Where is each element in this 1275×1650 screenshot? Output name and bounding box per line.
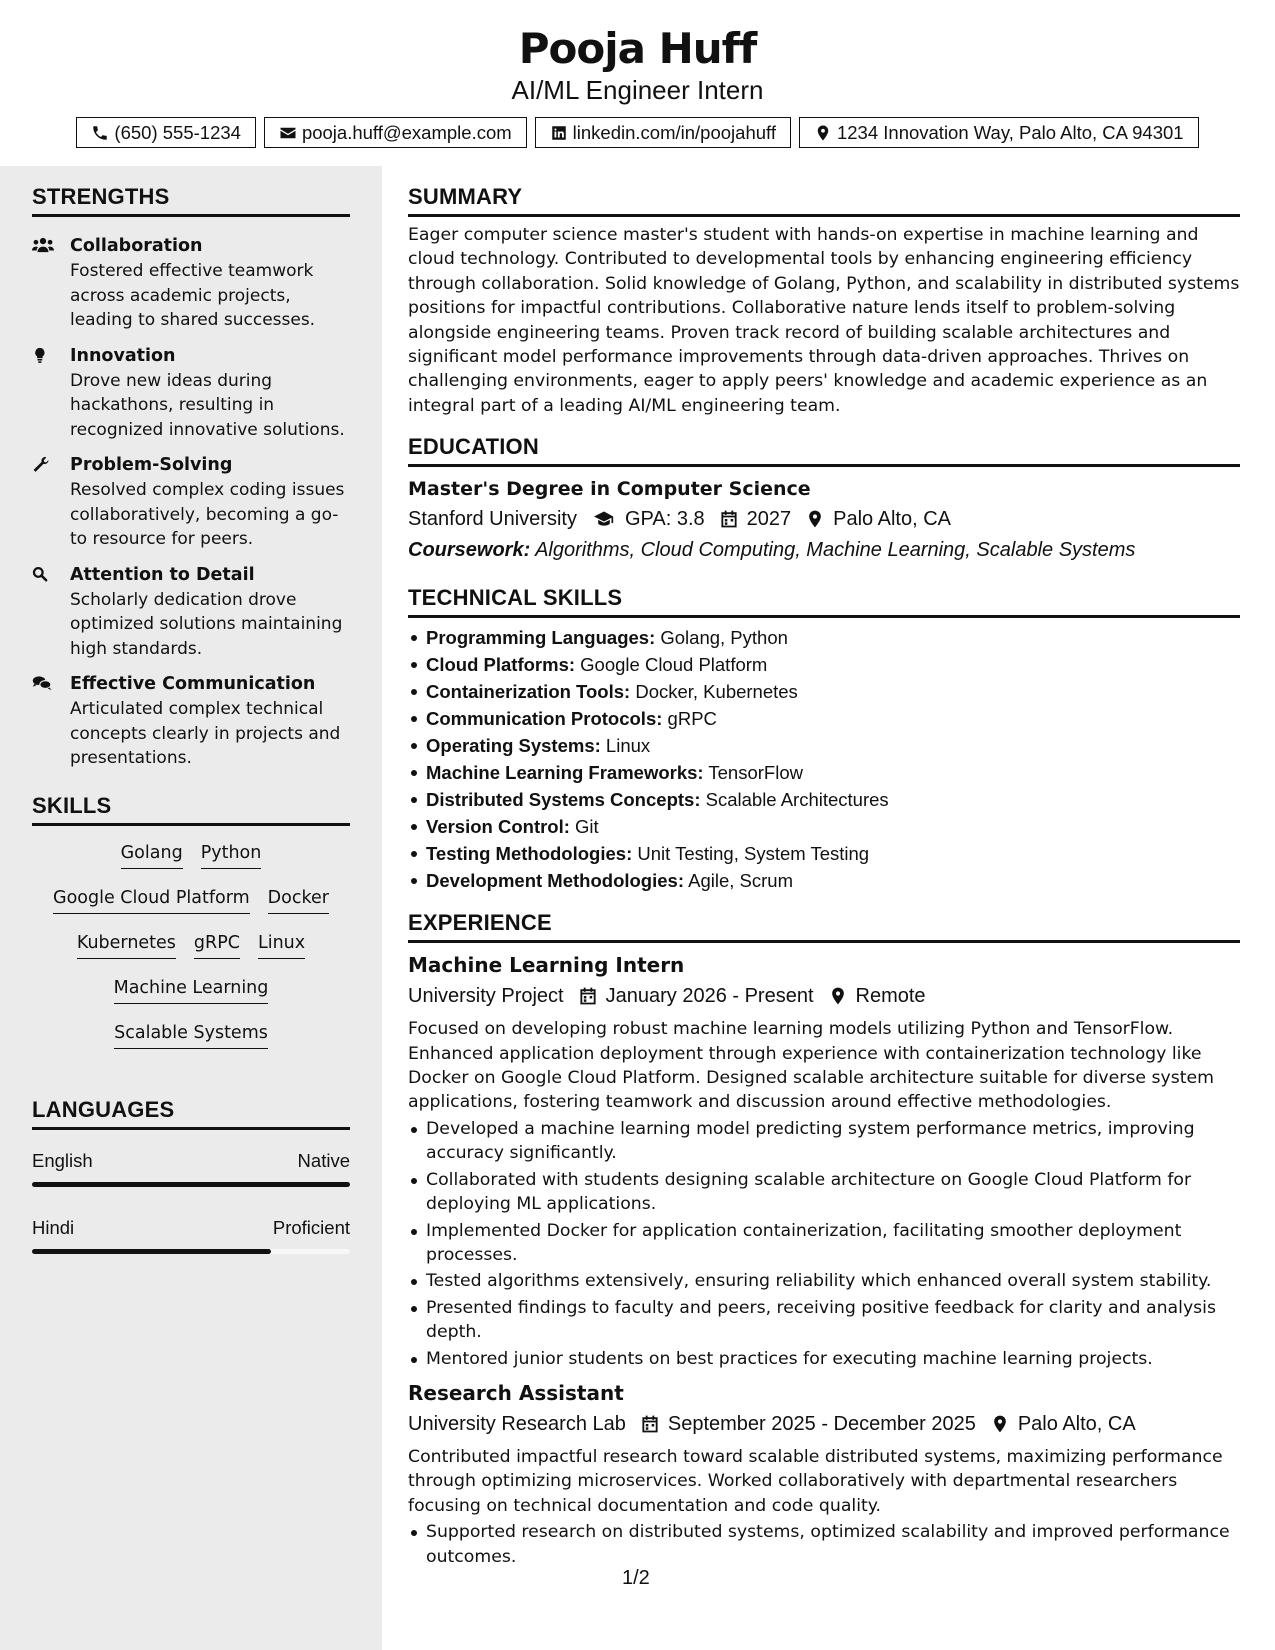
list-item: Developed a machine learning model predicting system performance metrics, improving accuracy significantly.: [408, 1117, 1240, 1166]
list-item: [408, 624, 1240, 651]
list-item: [408, 786, 1240, 813]
skill-category: Containerization Tools:: [426, 681, 631, 703]
skill-values: Linux: [605, 735, 651, 757]
language-level: Native: [297, 1149, 350, 1171]
education-location: Palo Alto, CA: [833, 508, 951, 531]
language-bar-fill: [32, 1249, 271, 1254]
page-number: 1/2: [622, 1567, 650, 1589]
language-item: [32, 1217, 350, 1254]
list-item: [408, 678, 1240, 705]
skill-chip: gRPC: [194, 930, 240, 959]
strength-item: [32, 671, 350, 771]
skill-chip: Linux: [258, 930, 305, 959]
education-school: Stanford University: [408, 508, 577, 531]
skill-chip: Scalable Systems: [114, 1020, 268, 1049]
education-heading: EDUCATION: [408, 434, 1240, 467]
skill-chip: Kubernetes: [77, 930, 176, 959]
list-item: [408, 651, 1240, 678]
list-item: [408, 732, 1240, 759]
education-gpa: GPA: 3.8: [624, 508, 705, 531]
calendar-icon: [640, 1414, 660, 1434]
language-name: Hindi: [32, 1216, 75, 1238]
skill-category: Development Methodologies:: [426, 870, 684, 892]
strength-title: Problem-Solving: [70, 455, 233, 475]
strength-title: Attention to Detail: [70, 564, 255, 585]
skill-values: gRPC: [667, 708, 717, 730]
list-item: Mentored junior students on best practices for executing machine learning projects.: [408, 1347, 1240, 1371]
education-year: 2027: [746, 508, 792, 531]
skill-values: Docker, Kubernetes: [635, 681, 798, 703]
language-proficiency-bar: [32, 1249, 350, 1254]
strength-desc: Fostered effective teamwork across academic projects, leading to shared successes.: [70, 261, 316, 330]
list-item: [408, 813, 1240, 840]
language-item: [32, 1150, 350, 1187]
strengths-heading: STRENGTHS: [32, 184, 350, 217]
list-item: Supported research on distributed systems, optimized scalability and improved performance outcomes.: [408, 1520, 1240, 1569]
skill-values: Git: [575, 816, 599, 838]
contact-phone[interactable]: [76, 117, 256, 148]
strength-desc: Resolved complex coding issues collaboratively, becoming a go-to resource for peers.: [70, 480, 345, 549]
candidate-title: AI/ML Engineer Intern: [511, 75, 764, 105]
skill-chip: Python: [201, 840, 262, 869]
calendar-icon: [578, 986, 598, 1006]
job-dates: September 2025 - December 2025: [667, 1412, 976, 1435]
phone-icon: [91, 124, 109, 142]
summary-heading: SUMMARY: [408, 184, 1240, 217]
list-item: Implemented Docker for application containerization, facilitating smoother deployment processes.: [408, 1219, 1240, 1268]
skill-values: Unit Testing, System Testing: [637, 843, 870, 865]
summary-text: Eager computer science master's student with hands-on expertise in machine learning and cloud technology. Contributed to developmental tools by enhancing engineering efficiency through collaboration. Solid knowledge of Golang, Python, and scalability in distributed systems positions for impactful contributions. Collaborative nature lends itself to problem-solving alongside engineering teams. Proven track record of building scalable architectures and significant model performance improvements through data-driven approaches. Thrives on challenging environments, eager to apply peers' knowledge and academic experience as an integral part of a leading AI/ML engineering team.: [408, 225, 1240, 416]
skill-category: Programming Languages:: [426, 627, 656, 649]
contact-bar: [0, 117, 1275, 148]
job-summary: Contributed impactful research toward scalable distributed systems, maximizing performance through optimizing microservices. Worked collaboratively with departmental researchers focusing on technical documentation and code quality.: [408, 1446, 1223, 1516]
job-org: University Project: [408, 985, 564, 1008]
skill-category: Version Control:: [426, 816, 570, 838]
skill-category: Distributed Systems Concepts:: [426, 789, 701, 811]
coursework: [408, 535, 1240, 565]
skill-category: Cloud Platforms:: [426, 654, 576, 676]
strength-item: [32, 562, 350, 662]
calendar-icon: [719, 509, 739, 529]
strength-item: [32, 343, 350, 443]
coursework-label: Coursework:: [408, 539, 531, 562]
skill-values: Golang, Python: [660, 627, 788, 649]
job-meta: [408, 981, 1240, 1011]
skill-chip: Machine Learning: [114, 975, 269, 1004]
language-proficiency-bar: [32, 1182, 350, 1187]
strength-desc: Articulated complex technical concepts clearly in projects and presentations.: [70, 699, 341, 768]
job-bullets: [408, 1117, 1240, 1371]
skill-values: Agile, Scrum: [688, 870, 793, 892]
strength-desc: Scholarly dedication drove optimized solutions maintaining high standards.: [70, 589, 343, 659]
linkedin-icon: [550, 124, 568, 142]
map-pin-icon: [828, 986, 848, 1006]
map-pin-icon: [805, 509, 825, 529]
contact-phone-text: (650) 555-1234: [114, 121, 241, 143]
skill-values: Scalable Architectures: [705, 789, 889, 811]
technical-skills-list: [408, 624, 1240, 894]
skill-category: Testing Methodologies:: [426, 843, 633, 865]
skill-values: TensorFlow: [708, 762, 803, 784]
job-location: Remote: [855, 985, 926, 1008]
job-bullets: [408, 1520, 1240, 1569]
language-name: English: [32, 1149, 93, 1171]
contact-linkedin[interactable]: [535, 117, 791, 148]
resume-header: [0, 0, 1275, 166]
experience-heading: EXPERIENCE: [408, 910, 1240, 943]
skills-heading: SKILLS: [32, 793, 350, 826]
strength-title: Effective Communication: [70, 674, 316, 694]
skill-chip: Google Cloud Platform: [53, 885, 250, 914]
strength-item: [32, 233, 350, 333]
coursework-list: Algorithms, Cloud Computing, Machine Learning, Scalable Systems: [535, 539, 1136, 562]
map-pin-icon: [990, 1414, 1010, 1434]
contact-email-text: pooja.huff@example.com: [301, 121, 512, 143]
main-column: [408, 166, 1240, 1571]
job-location: Palo Alto, CA: [1017, 1412, 1136, 1435]
education-meta: [408, 504, 1240, 534]
job-dates: January 2026 - Present: [605, 985, 814, 1008]
skills-chip-list: [32, 840, 350, 1065]
sidebar: [0, 166, 382, 1650]
skill-category: Machine Learning Frameworks:: [426, 762, 704, 784]
list-item: Presented findings to faculty and peers, receiving positive feedback for clarity and analysis depth.: [408, 1296, 1240, 1345]
list-item: [408, 705, 1240, 732]
graduation-cap-icon: [591, 509, 617, 529]
language-level: Proficient: [272, 1216, 350, 1238]
job-summary: Focused on developing robust machine learning models utilizing Python and TensorFlow. Enhanced application deployment through experience with containerization technology like Docker on Google Cloud Platform. Designed scalable architecture suitable for diverse system applications, fostering teamwork and discussion around effective methodologies.: [408, 1019, 1214, 1113]
skill-values: Google Cloud Platform: [580, 654, 768, 676]
strength-item: [32, 452, 350, 552]
list-item: Collaborated with students designing scalable architecture on Google Cloud Platform for deploying ML applications.: [408, 1168, 1240, 1217]
skill-category: Communication Protocols:: [426, 708, 663, 730]
skill-chip: Golang: [121, 840, 183, 869]
chat-bubbles-icon: [32, 674, 54, 692]
strength-title: Collaboration: [70, 236, 203, 256]
strength-title: Innovation: [70, 345, 176, 366]
languages-heading: LANGUAGES: [32, 1097, 350, 1130]
map-pin-icon: [814, 124, 832, 142]
job-org: University Research Lab: [408, 1412, 626, 1435]
list-item: [408, 867, 1240, 894]
list-item: Tested algorithms extensively, ensuring reliability which enhanced overall system stability.: [408, 1269, 1240, 1293]
job-title: Research Assistant: [408, 1380, 624, 1405]
contact-email[interactable]: [264, 117, 527, 148]
contact-linkedin-text: linkedin.com/in/poojahuff: [572, 121, 776, 143]
language-bar-fill: [32, 1182, 350, 1187]
magnifier-icon: [32, 565, 54, 583]
wrench-icon: [32, 455, 54, 473]
job-title: Machine Learning Intern: [408, 953, 685, 978]
job-meta: [408, 1409, 1240, 1439]
lightbulb-icon: [32, 346, 54, 364]
education-degree: Master's Degree in Computer Science: [408, 478, 811, 501]
contact-address-text: 1234 Innovation Way, Palo Alto, CA 94301: [836, 121, 1184, 143]
candidate-name: Pooja Huff: [518, 24, 757, 73]
users-icon: [32, 236, 54, 254]
skill-chip: Docker: [268, 885, 329, 914]
list-item: [408, 840, 1240, 867]
strength-desc: Drove new ideas during hackathons, resulting in recognized innovative solutions.: [70, 370, 345, 440]
contact-address[interactable]: [799, 117, 1199, 148]
list-item: [408, 759, 1240, 786]
technical-skills-heading: TECHNICAL SKILLS: [408, 585, 1240, 618]
envelope-icon: [279, 124, 297, 142]
skill-category: Operating Systems:: [426, 735, 601, 757]
